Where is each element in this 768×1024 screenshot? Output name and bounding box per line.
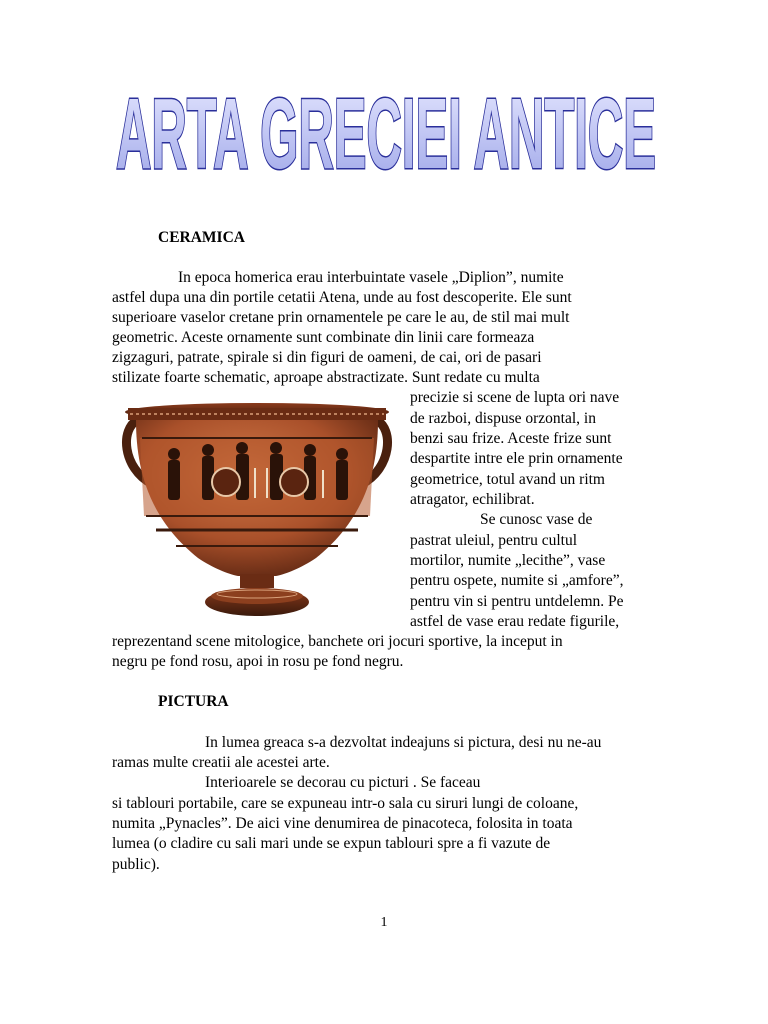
section-heading-ceramica: CERAMICA [158,229,245,246]
paragraph-line: lumea (o cladire cu sali mari unde se expun tablouri spre a fi vazute de [112,835,551,852]
paragraph-line: geometrice, totul avand un ritm [410,471,605,488]
paragraph-line: Interioarele se decorau cu picturi . Se faceau [205,774,481,791]
paragraph-line: numita „Pynacles”. De aici vine denumirea de pinacoteca, folosita in toata [112,815,573,832]
paragraph-line: si tablouri portabile, care se expuneau intr-o sala cu siruri lungi de coloane, [112,795,579,812]
krater-illustration [116,398,398,622]
title-wordart [112,82,660,178]
greek-vase-image [116,398,398,622]
paragraph-line: despartite intre ele prin ornamente [410,450,623,467]
document-title [112,82,660,178]
paragraph-line: Se cunosc vase de [480,511,593,528]
paragraph-line: zigzaguri, patrate, spirale si din figuri de oameni, de cai, ori de pasari [112,349,542,366]
title-text: ARTA GRECIEI ANTICE [116,82,656,178]
paragraph-line: pentru vin si pentru untdelemn. Pe [410,593,624,610]
paragraph-line: de razboi, dispuse orzontal, in [410,410,596,427]
paragraph-line: In lumea greaca s-a dezvoltat indeajuns si pictura, desi nu ne-au [205,734,602,751]
page-number: 1 [380,915,388,930]
paragraph-line: precizie si scene de lupta ori nave [410,389,620,406]
paragraph-line: stilizate foarte schematic, aproape abstractizate. Sunt redate cu multa [112,369,540,386]
paragraph-line: negru pe fond rosu, apoi in rosu pe fond negru. [112,653,404,670]
section-heading-pictura: PICTURA [158,693,229,710]
paragraph-line: benzi sau frize. Aceste frize sunt [410,430,612,447]
paragraph-line: superioare vaselor cretane prin ornamentele pe care le au, de stil mai mult [112,309,570,326]
paragraph-line: astfel de vase erau redate figurile, [410,613,620,630]
paragraph-line: pastrat uleiul, pentru cultul [410,532,578,549]
paragraph-line: astfel dupa una din portile cetatii Atena, unde au fost descoperite. Ele sunt [112,289,572,306]
paragraph-line: reprezentand scene mitologice, banchete ori jocuri sportive, la inceput in [112,633,563,650]
paragraph-line: atragator, echilibrat. [410,491,535,508]
paragraph-line: public). [112,856,160,873]
paragraph-line: geometric. Aceste ornamente sunt combinate din linii care formeaza [112,329,535,346]
paragraph-line: pentru ospete, numite si „amfore”, [410,572,624,589]
paragraph-line: ramas multe creatii ale acestei arte. [112,754,330,771]
paragraph-line: mortilor, numite „lecithe”, vase [410,552,606,569]
paragraph-line: In epoca homerica erau interbuintate vasele „Diplion”, numite [178,269,564,286]
